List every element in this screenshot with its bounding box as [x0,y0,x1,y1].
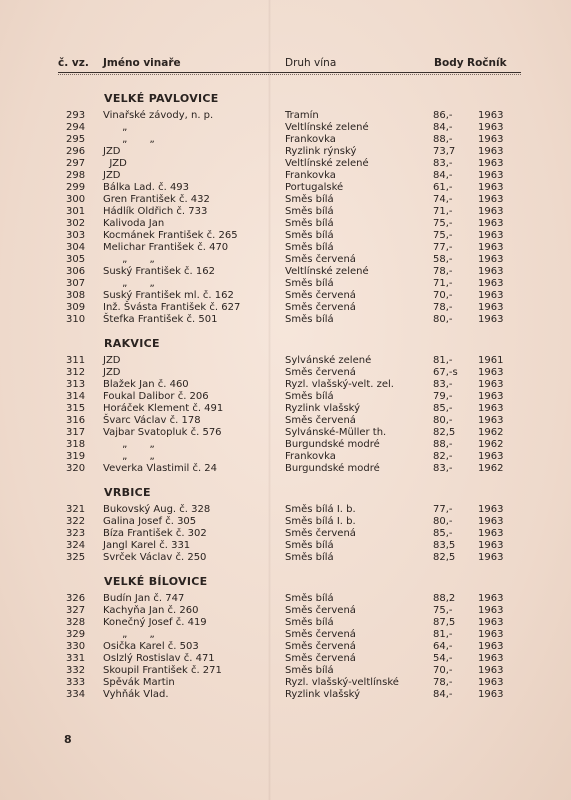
table-row [0,230,571,242]
vintage-year: 1963 [478,110,504,121]
vintage-year: 1963 [478,367,504,378]
wine-type: Směs bílá [285,278,334,289]
points-value: 75,- [433,218,453,229]
winemaker-name: „ „ [103,134,155,145]
table-row [0,605,571,617]
table-row [0,379,571,391]
vintage-year: 1963 [478,403,504,414]
wine-type: Burgundské modré [285,439,380,450]
table-row [0,254,571,266]
winemaker-name: Horáček Klement č. 491 [103,403,224,414]
points-value: 77,- [433,504,453,515]
winemaker-name: Inž. Švásta František č. 627 [103,302,241,313]
table-row [0,415,571,427]
winemaker-name: Spěvák Martin [103,677,175,688]
vintage-year: 1963 [478,379,504,390]
table-row [0,528,571,540]
section-title: VRBICE [104,486,151,499]
winemaker-name: „ „ [103,451,155,462]
sample-number: 311 [66,355,86,366]
header-wine-type: Druh vína [285,57,337,69]
sample-number: 332 [66,665,86,676]
points-value: 67,-s [433,367,458,378]
winemaker-name: Blažek Jan č. 460 [103,379,189,390]
winemaker-name: Melichar František č. 470 [103,242,229,253]
wine-type: Směs bílá [285,552,334,563]
wine-type: Směs bílá [285,314,334,325]
points-value: 87,5 [433,617,456,628]
table-row [0,439,571,451]
sample-number: 314 [66,391,86,402]
vintage-year: 1963 [478,242,504,253]
wine-type: Ryzlink vlašský [285,689,361,700]
sample-number: 303 [66,230,86,241]
winemaker-name: Vajbar Svatopluk č. 576 [103,427,222,438]
vintage-year: 1963 [478,451,504,462]
points-value: 74,- [433,194,453,205]
wine-type: Burgundské modré [285,463,380,474]
sample-number: 313 [66,379,86,390]
points-value: 78,- [433,677,453,688]
points-value: 86,- [433,110,453,121]
header-vintage: Ročník [467,57,507,69]
winemaker-name: Skoupil František č. 271 [103,665,222,676]
points-value: 75,- [433,605,453,616]
points-value: 80,- [433,516,453,527]
sample-number: 312 [66,367,86,378]
wine-type: Frankovka [285,134,336,145]
sample-number: 295 [66,134,86,145]
sample-number: 331 [66,653,86,664]
wine-type: Ryzl. vlašský-velt. zel. [285,379,394,390]
header-winemaker-name: Jméno vinaře [103,57,181,69]
points-value: 84,- [433,170,453,181]
page-number: 8 [64,733,72,746]
winemaker-name: Kalivoda Jan [103,218,165,229]
vintage-year: 1962 [478,439,504,450]
table-row [0,516,571,528]
sample-number: 299 [66,182,86,193]
wine-type: Veltlínské zelené [285,266,369,277]
table-row [0,593,571,605]
vintage-year: 1963 [478,415,504,426]
vintage-year: 1963 [478,677,504,688]
points-value: 70,- [433,290,453,301]
table-row [0,641,571,653]
points-value: 83,- [433,158,453,169]
vintage-year: 1961 [478,355,504,366]
vintage-year: 1963 [478,516,504,527]
sample-number: 296 [66,146,86,157]
wine-type: Frankovka [285,170,336,181]
points-value: 83,5 [433,540,456,551]
table-row [0,122,571,134]
winemaker-name: Štefka František č. 501 [103,314,218,325]
vintage-year: 1963 [478,278,504,289]
vintage-year: 1963 [478,218,504,229]
winemaker-name: „ [103,122,128,133]
table-row [0,355,571,367]
points-value: 80,- [433,415,453,426]
wine-type: Veltlínské zelené [285,122,369,133]
wine-type: Směs bílá [285,242,334,253]
sample-number: 308 [66,290,86,301]
vintage-year: 1963 [478,653,504,664]
table-row [0,427,571,439]
winemaker-name: Konečný Josef č. 419 [103,617,207,628]
sample-number: 310 [66,314,86,325]
wine-type: Směs bílá [285,665,334,676]
points-value: 82,- [433,451,453,462]
sample-number: 334 [66,689,86,700]
points-value: 78,- [433,266,453,277]
points-value: 83,- [433,379,453,390]
sample-number: 317 [66,427,86,438]
table-row [0,242,571,254]
wine-type: Směs bílá [285,206,334,217]
winemaker-name: „ „ [103,439,155,450]
wine-type: Směs bílá I. b. [285,504,356,515]
sample-number: 320 [66,463,86,474]
sample-number: 316 [66,415,86,426]
sample-number: 333 [66,677,86,688]
winemaker-name: Vyhňák Vlad. [103,689,169,700]
vintage-year: 1963 [478,230,504,241]
points-value: 82,5 [433,552,456,563]
sample-number: 329 [66,629,86,640]
header-rule-dotted [58,74,521,75]
points-value: 85,- [433,528,453,539]
vintage-year: 1963 [478,170,504,181]
sample-number: 321 [66,504,86,515]
vintage-year: 1963 [478,314,504,325]
header-rule [58,72,521,73]
vintage-year: 1962 [478,427,504,438]
sample-number: 293 [66,110,86,121]
sample-number: 330 [66,641,86,652]
table-row [0,170,571,182]
header-points: Body [434,57,464,69]
vintage-year: 1963 [478,641,504,652]
table-row [0,146,571,158]
winemaker-name: Gren František č. 432 [103,194,210,205]
vintage-year: 1963 [478,266,504,277]
winemaker-name: „ „ [103,629,155,640]
table-row [0,302,571,314]
sample-number: 302 [66,218,86,229]
sample-number: 309 [66,302,86,313]
section-title: RAKVICE [104,337,160,350]
vintage-year: 1963 [478,504,504,515]
vintage-year: 1963 [478,540,504,551]
section [0,575,571,701]
points-value: 84,- [433,689,453,700]
points-value: 88,- [433,439,453,450]
wine-type: Směs červená [285,629,356,640]
points-value: 61,- [433,182,453,193]
wine-type: Směs bílá [285,617,334,628]
table-row [0,504,571,516]
wine-type: Směs bílá [285,391,334,402]
wine-type: Směs červená [285,653,356,664]
table-row [0,463,571,475]
vintage-year: 1963 [478,158,504,169]
winemaker-name: JZD [103,158,127,169]
wine-type: Směs červená [285,415,356,426]
wine-type: Tramín [285,110,319,121]
wine-type: Směs bílá [285,540,334,551]
points-value: 81,- [433,629,453,640]
vintage-year: 1963 [478,552,504,563]
points-value: 77,- [433,242,453,253]
vintage-year: 1963 [478,290,504,301]
winemaker-name: Hádlík Oldřich č. 733 [103,206,208,217]
winemaker-name: Budín Jan č. 747 [103,593,185,604]
sample-number: 318 [66,439,86,450]
wine-type: Směs bílá [285,218,334,229]
wine-list [0,92,571,712]
table-row [0,278,571,290]
table-row [0,653,571,665]
table-row [0,206,571,218]
table-row [0,367,571,379]
sample-number: 304 [66,242,86,253]
winemaker-name: Vinařské závody, n. p. [103,110,214,121]
table-row [0,314,571,326]
vintage-year: 1963 [478,593,504,604]
winemaker-name: Svrček Václav č. 250 [103,552,207,563]
points-value: 88,2 [433,593,456,604]
winemaker-name: Jangl Karel č. 331 [103,540,191,551]
vintage-year: 1963 [478,206,504,217]
winemaker-name: JZD [103,355,121,366]
wine-type: Směs bílá I. b. [285,516,356,527]
winemaker-name: Kocmánek František č. 265 [103,230,238,241]
points-value: 78,- [433,302,453,313]
winemaker-name: Bíza František č. 302 [103,528,207,539]
sample-number: 323 [66,528,86,539]
points-value: 54,- [433,653,453,664]
sample-number: 325 [66,552,86,563]
points-value: 75,- [433,230,453,241]
winemaker-name: JZD [103,170,121,181]
winemaker-name: Bálka Lad. č. 493 [103,182,190,193]
wine-type: Směs červená [285,641,356,652]
winemaker-name: Veverka Vlastimil č. 24 [103,463,218,474]
table-row [0,451,571,463]
wine-type: Směs červená [285,605,356,616]
sample-number: 326 [66,593,86,604]
vintage-year: 1963 [478,689,504,700]
points-value: 71,- [433,206,453,217]
table-row [0,194,571,206]
winemaker-name: Bukovský Aug. č. 328 [103,504,211,515]
wine-type: Ryzlink rýnský [285,146,357,157]
sample-number: 328 [66,617,86,628]
points-value: 80,- [433,314,453,325]
sample-number: 306 [66,266,86,277]
winemaker-name: Suský František ml. č. 162 [103,290,234,301]
table-row [0,629,571,641]
table-row [0,540,571,552]
wine-type: Sylvánské-Müller th. [285,427,387,438]
table-row [0,182,571,194]
sample-number: 324 [66,540,86,551]
points-value: 71,- [433,278,453,289]
wine-type: Směs bílá [285,194,334,205]
points-value: 82,5 [433,427,456,438]
vintage-year: 1963 [478,134,504,145]
wine-type: Sylvánské zelené [285,355,372,366]
vintage-year: 1963 [478,146,504,157]
winemaker-name: Švarc Václav č. 178 [103,415,201,426]
table-row [0,552,571,564]
wine-type: Veltlínské zelené [285,158,369,169]
sample-number: 294 [66,122,86,133]
table-row [0,689,571,701]
table-row [0,158,571,170]
wine-type: Směs červená [285,528,356,539]
points-value: 84,- [433,122,453,133]
winemaker-name: Oslzlý Rostislav č. 471 [103,653,215,664]
table-row [0,665,571,677]
points-value: 88,- [433,134,453,145]
table-row [0,290,571,302]
winemaker-name: Foukal Dalibor č. 206 [103,391,209,402]
section [0,486,571,564]
winemaker-name: JZD [103,367,121,378]
winemaker-name: Osička Karel č. 503 [103,641,199,652]
wine-type: Směs červená [285,302,356,313]
vintage-year: 1963 [478,194,504,205]
table-row [0,391,571,403]
points-value: 85,- [433,403,453,414]
vintage-year: 1963 [478,182,504,193]
winemaker-name: Suský František č. 162 [103,266,216,277]
section [0,337,571,475]
section [0,92,571,326]
wine-type: Směs bílá [285,230,334,241]
wine-type: Směs červená [285,254,356,265]
points-value: 58,- [433,254,453,265]
table-row [0,134,571,146]
wine-type: Ryzlink vlašský [285,403,361,414]
sample-number: 300 [66,194,86,205]
vintage-year: 1963 [478,528,504,539]
winemaker-name: „ „ [103,278,155,289]
sample-number: 327 [66,605,86,616]
sample-number: 307 [66,278,86,289]
points-value: 83,- [433,463,453,474]
sample-number: 315 [66,403,86,414]
header-sample-number: č. vz. [58,57,89,69]
wine-type: Frankovka [285,451,336,462]
points-value: 81,- [433,355,453,366]
table-row [0,403,571,415]
vintage-year: 1963 [478,122,504,133]
wine-type: Portugalské [285,182,344,193]
winemaker-name: JZD [103,146,121,157]
section-title: VELKÉ PAVLOVICE [104,92,219,105]
points-value: 79,- [433,391,453,402]
points-value: 64,- [433,641,453,652]
sample-number: 322 [66,516,86,527]
table-row [0,266,571,278]
section-title: VELKÉ BÍLOVICE [104,575,208,588]
points-value: 70,- [433,665,453,676]
table-row [0,677,571,689]
sample-number: 301 [66,206,86,217]
vintage-year: 1963 [478,605,504,616]
vintage-year: 1963 [478,665,504,676]
table-row [0,617,571,629]
wine-type: Směs červená [285,290,356,301]
sample-number: 305 [66,254,86,265]
winemaker-name: „ „ [103,254,155,265]
wine-type: Ryzl. vlašský-veltlínské [285,677,399,688]
wine-type: Směs bílá [285,593,334,604]
sample-number: 319 [66,451,86,462]
sample-number: 298 [66,170,86,181]
winemaker-name: Kachyňa Jan č. 260 [103,605,199,616]
sample-number: 297 [66,158,86,169]
table-row [0,110,571,122]
winemaker-name: Galina Josef č. 305 [103,516,197,527]
vintage-year: 1963 [478,617,504,628]
wine-type: Směs červená [285,367,356,378]
vintage-year: 1963 [478,629,504,640]
vintage-year: 1963 [478,254,504,265]
vintage-year: 1962 [478,463,504,474]
vintage-year: 1963 [478,391,504,402]
table-row [0,218,571,230]
vintage-year: 1963 [478,302,504,313]
points-value: 73,7 [433,146,456,157]
